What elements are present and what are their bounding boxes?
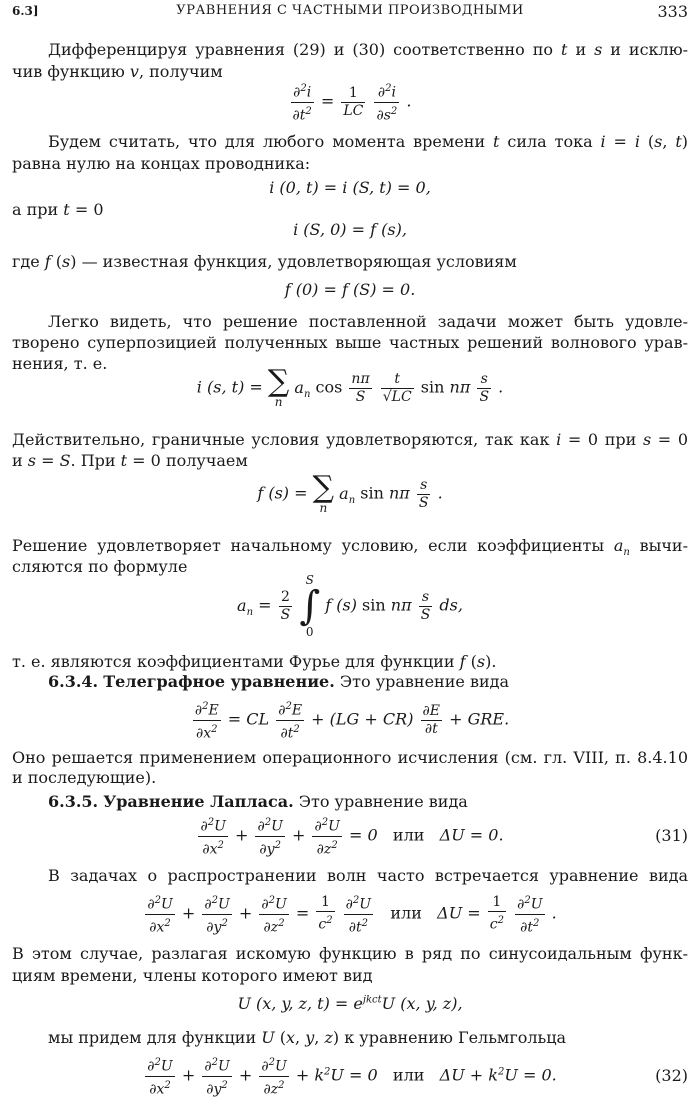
equation-helmholtz: $\frac{\partial^2U}{\partial x^2}$ + $\frac{\partial^2U}{\partial y^2}$ + $\frac{\partial^2U}{\partial z^2}$ + $k^2U = 0$ или $\Delta U + k^2U = 0$. (32) — [12, 1054, 688, 1098]
text-line: т. е. являются коэффициентами Фурье для функции f (s). — [12, 652, 497, 671]
equation-initial: i (S, 0) = f (s), — [293, 220, 407, 239]
equation-wave-current: $\frac{\partial^2i}{\partial t^2}$ = $\frac{1}{LC}$ $\frac{\partial^2i}{\partial s^2}$ . — [12, 80, 688, 124]
equation-telegraph: $\frac{\partial^2E}{\partial x^2}$ = CL $\frac{\partial^2E}{\partial t^2}$ + (LG + CR) $\frac{\partial E}{\partial t}$ + GRE. — [12, 698, 688, 742]
text-line: Будем считать, что для любого момента времени t сила тока i = i (s, t) — [48, 132, 689, 151]
text-line: где f (s) — известная функция, удовлетворяющая условиям — [12, 252, 517, 271]
text-line: мы придем для функции U (x, y, z) к уравнению Гельмгольца — [48, 1028, 567, 1047]
text-line: чив функцию v, получим — [12, 62, 223, 81]
text-line: Действительно, граничные условия удовлетворяются, так как i = 0 при s = 0 — [12, 430, 689, 449]
equation-number-31: (31) — [655, 826, 688, 845]
text-line: Дифференцируя уравнения (29) и (30) соответственно по t и s и исклю- — [48, 40, 689, 59]
running-title: УРАВНЕНИЯ С ЧАСТНЫМИ ПРОИЗВОДНЫМИ — [176, 3, 524, 18]
text-line: и последующие). — [12, 768, 157, 787]
text-line: В этом случае, разлагая искомую функцию в ряд по синусоидальным функ- — [12, 944, 688, 963]
text-line: Решение удовлетворяет начальному условию, если коэффициенты $a_n$ вычи- — [12, 536, 688, 559]
equation-f-conditions: f (0) = f (S) = 0. — [284, 280, 416, 299]
text-line: Оно решается применением операционного исчисления (см. гл. VIII, п. 8.4.10 — [12, 748, 688, 767]
text-line: нения, т. е. — [12, 354, 108, 373]
text-line: а при t = 0 — [12, 200, 104, 219]
text-line: циям времени, члены которого имеют вид — [12, 966, 373, 985]
equation-laplace: $\frac{\partial^2U}{\partial x^2}$ + $\frac{\partial^2U}{\partial y^2}$ + $\frac{\partial^2U}{\partial z^2}$ = 0 или ΔU = 0. (31) — [12, 814, 688, 858]
text-line: сляются по формуле — [12, 557, 188, 576]
equation-f-series: f (s) = ∑ n $a_n$ sin nπ $\frac{s}{S}$ . — [257, 470, 443, 515]
equation-wave-3d: $\frac{\partial^2U}{\partial x^2}$ + $\frac{\partial^2U}{\partial y^2}$ + $\frac{\partial^2U}{\partial z^2}$ = $\frac{1}{c^2}$ $\frac{\partial^2U}{\partial t^2}$ или ΔU = $\frac{1}{c^2}$ $\frac{\partial^2U}{\partial t^2}$ . — [12, 892, 688, 936]
section-number: 6.3] — [12, 4, 39, 18]
text-line: творено суперпозицией полученных выше частных решений волнового урав- — [12, 333, 688, 352]
text-line: равна нулю на концах проводника: — [12, 154, 311, 173]
book-page — [12, 0, 688, 1102]
equation-series-solution: i (s, t) = ∑ n $a_n$ cos $\frac{n\pi}{S}$ $\frac{t}{√LC}$ sin nπ $\frac{s}{S}$ . — [196, 364, 504, 409]
running-header — [12, 2, 688, 24]
page-number: 333 — [657, 2, 688, 21]
equation-fourier-coefficient: $a_n$ = $\frac{2}{S}$ S ∫ 0 f (s) sin nπ $\frac{s}{S}$ ds, — [237, 573, 463, 639]
text-line: В задачах о распространении волн часто встречается уравнение вида — [48, 866, 688, 885]
equation-harmonic-form: U (x, y, z, $t) = e^{jkct}U$ (x, y, z), — [237, 994, 463, 1013]
text-line: Легко видеть, что решение поставленной задачи может быть удовле- — [48, 312, 688, 331]
text-line: и s = S. При t = 0 получаем — [12, 451, 248, 470]
section-heading-laplace: 6.3.5. Уравнение Лапласа. Это уравнение вида — [48, 792, 468, 811]
equation-boundary: i (0, t) = i (S, t) = 0, — [269, 178, 431, 197]
equation-number-32: (32) — [655, 1066, 688, 1085]
section-heading-telegraph: 6.3.4. Телеграфное уравнение. Это уравнение вида — [48, 672, 509, 691]
